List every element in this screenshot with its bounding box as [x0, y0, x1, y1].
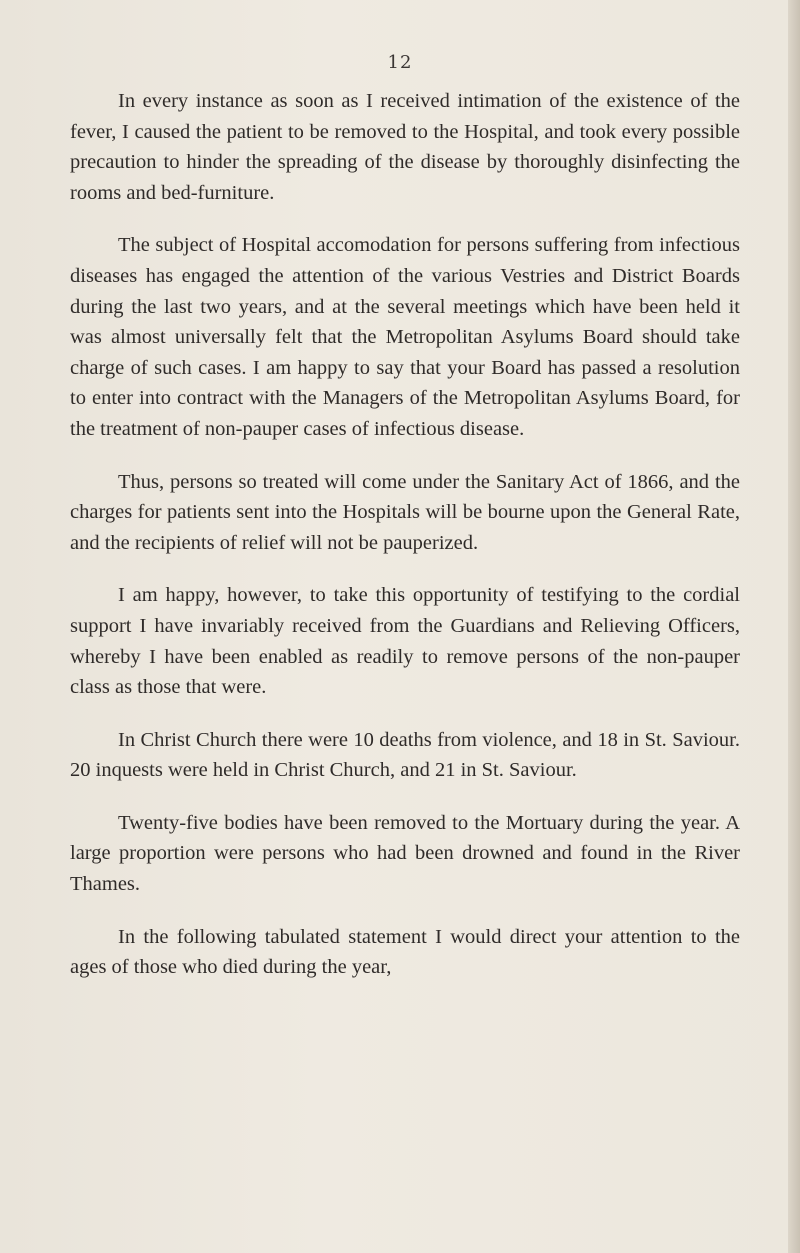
page-number: 12: [387, 52, 413, 73]
paragraph-mortuary: Twenty-five bodies have been removed to the Mortuary during the year. A large proportion were persons who had been drowned and found in the River Thames.: [70, 811, 740, 896]
paragraph-deaths-violence: In Christ Church there were 10 deaths from violence, and 18 in St. Saviour. 20 inquests were held in Christ Church, and 21 in St. Saviour.: [70, 728, 740, 782]
paragraph-guardians-support: I am happy, however, to take this opportunity of testifying to the cordial support I have invariably received from the Guardians and Relieving Officers, whereby I have been enabled as readily to remove persons of the non-pauper class as those that were.: [70, 584, 740, 699]
paragraph-sanitary-act: Thus, persons so treated will come under the Sanitary Act of 1866, and the charges for patients sent into the Hospitals will be bourne upon the General Rate, and the recipients of relief will not be pauperized.: [70, 470, 740, 554]
paragraph-tabulated-statement: In the following tabulated statement I would direct your attention to the ages of those who died during the year,: [70, 925, 740, 979]
paragraph-hospital-accommodation: The subject of Hospital accomodation for persons suffering from infectious diseases has engaged the attention of the various Vestries and District Boards during the last two years, and at the several meetings which have been held it was almost universally felt that the Metropolitan Asylums Board should take charge of such cases. I am happy to say that your Board has passed a resolution to enter into contract with the Managers of the Metropolitan Asylums Board, for the treatment of non-pauper cases of infectious disease.: [70, 234, 740, 440]
paragraph-fever-removal: In every instance as soon as I received intimation of the existence of the fever, I caused the patient to be removed to the Hospital, and took every possible precaution to hinder the spreading of the disease by thoroughly disinfecting the rooms and bed-furniture.: [70, 90, 740, 204]
page-edge: [788, 0, 800, 1253]
body-text: [70, 86, 740, 983]
